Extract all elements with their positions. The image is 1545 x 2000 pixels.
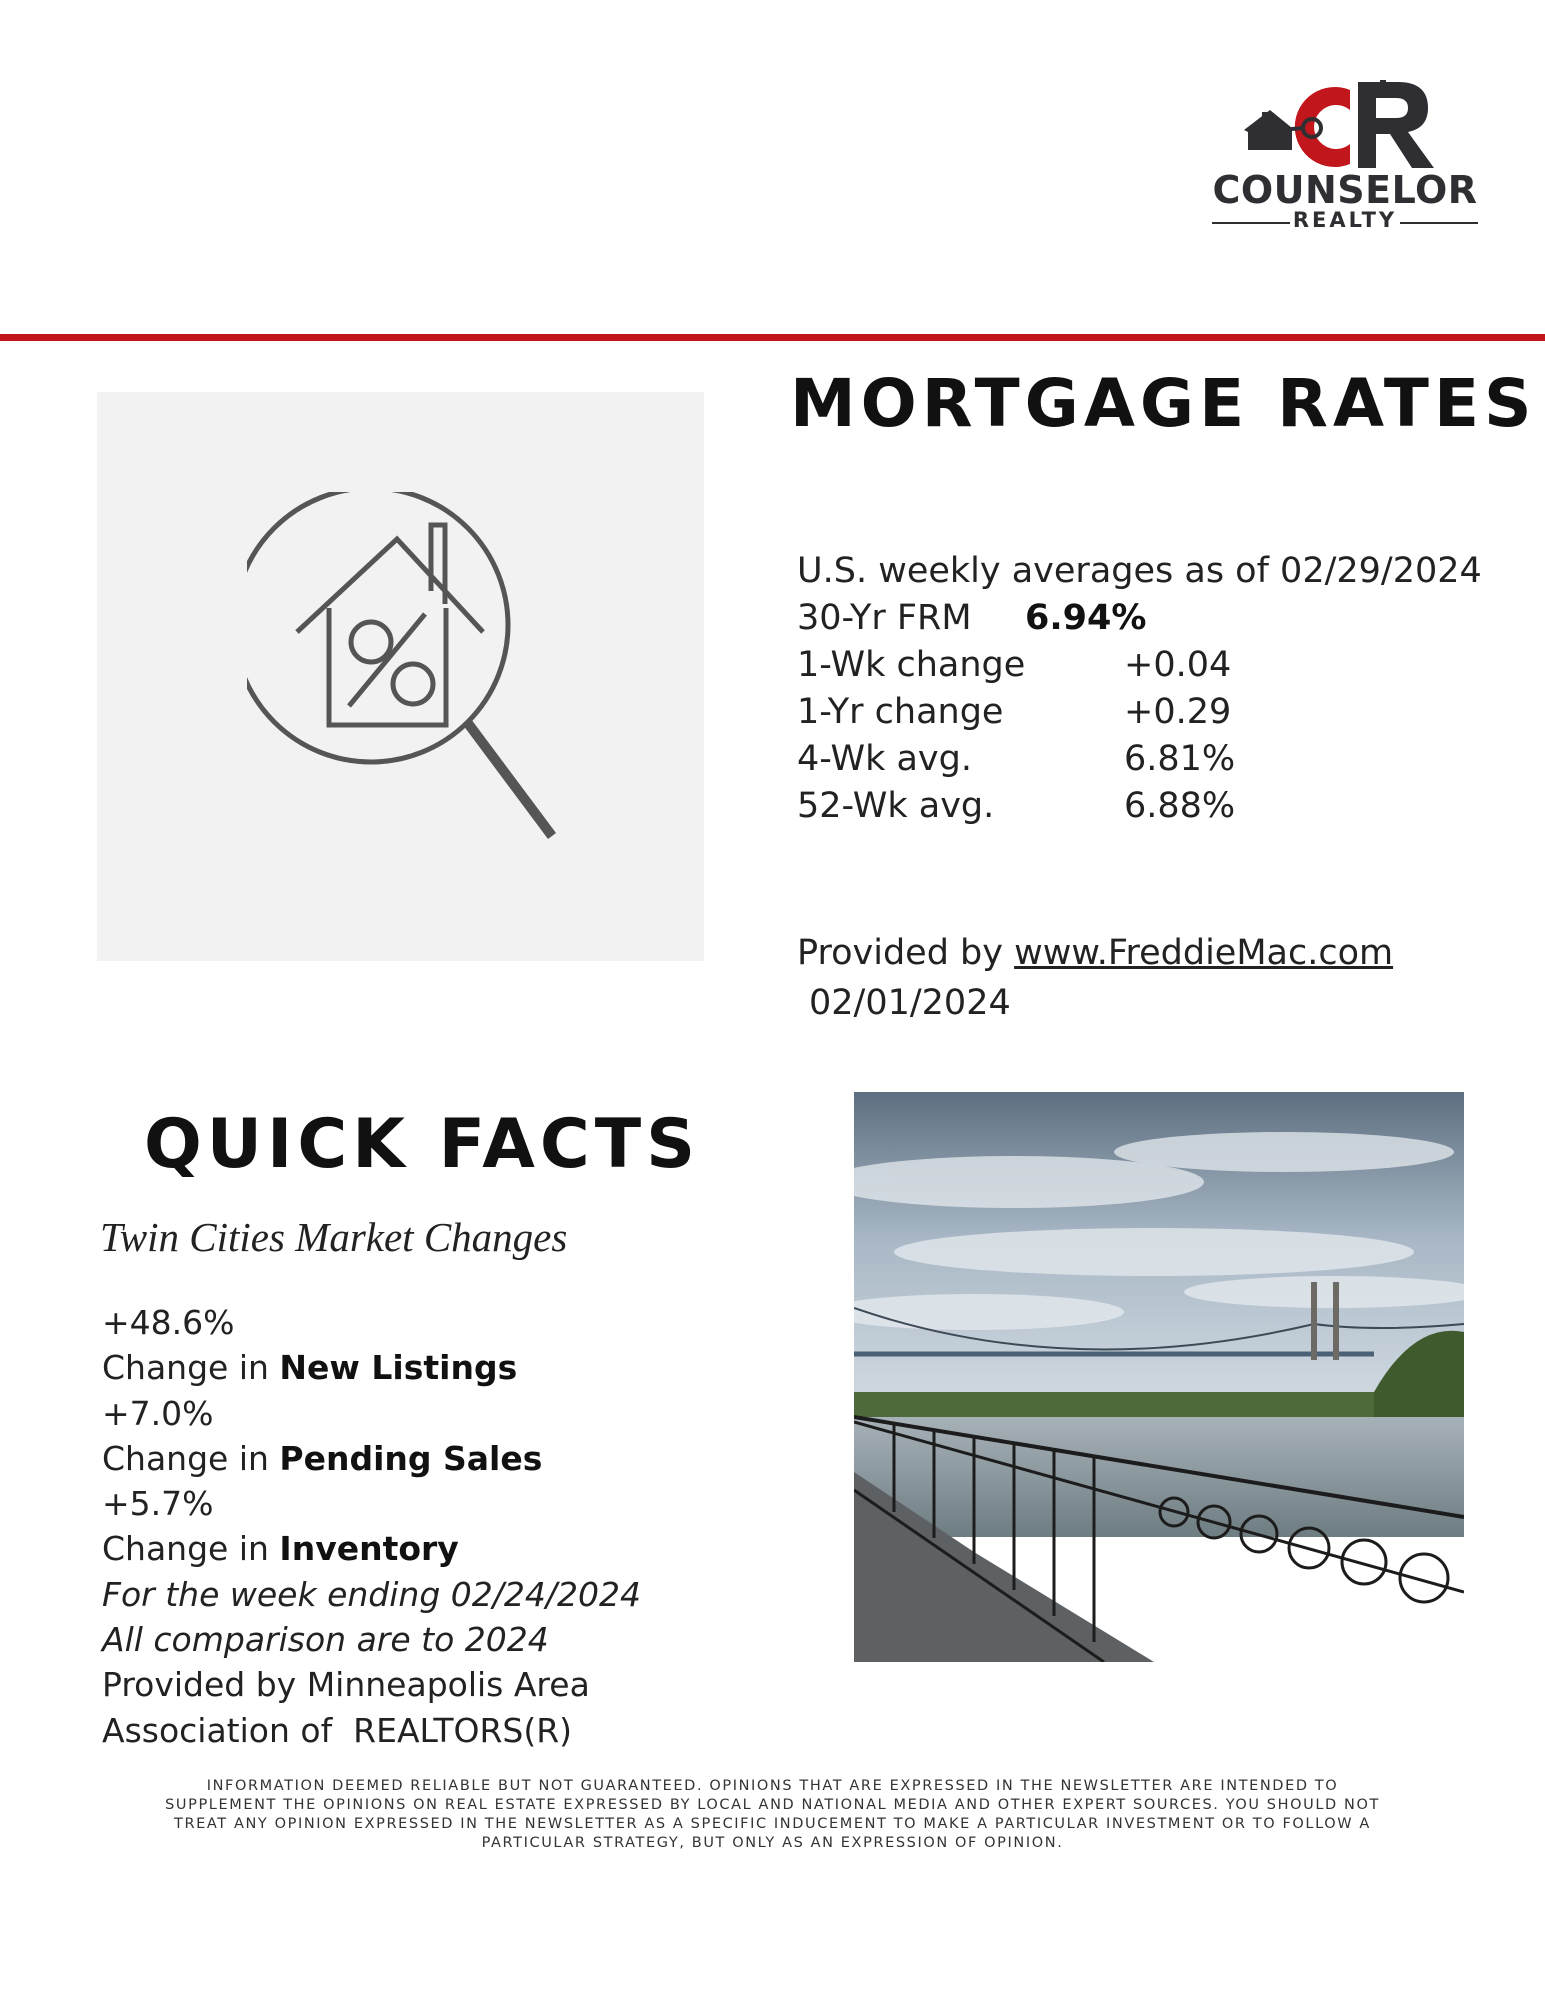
week-note: For the week ending 02/24/2024 (102, 1574, 641, 1614)
quick-facts-subtitle: Twin Cities Market Changes (100, 1214, 568, 1260)
quick-facts-title: QUICK FACTS (144, 1105, 701, 1184)
rate-row-52wk (797, 783, 1517, 830)
cr-key-monogram-icon (1240, 72, 1450, 172)
rate-value: 6.88% (1124, 786, 1236, 826)
rates-asof: U.S. weekly averages as of 02/29/2024 (797, 551, 1482, 591)
fact-metric: New Listings (279, 1348, 518, 1388)
rate-row-1yr (797, 689, 1517, 736)
fact-value: +7.0% (102, 1393, 214, 1433)
fact-value: +48.6% (102, 1303, 235, 1342)
fact-metric: Pending Sales (279, 1438, 543, 1478)
rate-value: 6.81% (1124, 739, 1236, 779)
logo-right-rule (1400, 222, 1478, 224)
counselor-realty-logo (1200, 72, 1490, 242)
rate-row-4wk (797, 736, 1517, 783)
fact-prefix: Change in (102, 1438, 280, 1478)
fact-value: +5.7% (102, 1484, 214, 1524)
comparison-note: All comparison are to 2024 (102, 1620, 549, 1660)
logo-subname: REALTY (1292, 208, 1398, 232)
bridge-photo-illustration (854, 1092, 1464, 1662)
rate-label: 1-Yr change (797, 692, 1004, 732)
fact-prefix: Change in (102, 1348, 280, 1388)
rate-row-30yr (797, 595, 1517, 642)
fact-prefix: Change in (102, 1529, 280, 1569)
provided-date: 02/01/2024 (809, 983, 1011, 1023)
rate-label: 30-Yr FRM (797, 598, 972, 638)
fact-label (102, 1436, 722, 1481)
rate-value: +0.04 (1124, 645, 1232, 685)
rate-value: +0.29 (1124, 692, 1232, 732)
freddiemac-link[interactable]: www.FreddieMac.com (1014, 933, 1394, 973)
icon-panel (97, 392, 704, 961)
facts-block (102, 1300, 722, 1753)
source-line-1: Provided by Minneapolis Area (102, 1665, 590, 1705)
rate-label: 1-Wk change (797, 645, 1026, 685)
source-line-2: Association of REALTORS(R) (102, 1710, 573, 1750)
logo-subname-wrap (1200, 208, 1490, 238)
rates-source (797, 928, 1517, 1028)
header-divider (0, 334, 1545, 341)
rate-label: 52-Wk avg. (797, 786, 995, 826)
rate-row-1wk (797, 642, 1517, 689)
mortgage-rates-title: MORTGAGE RATES (790, 365, 1537, 442)
fact-label (102, 1345, 722, 1390)
magnifier-house-percent-icon (247, 492, 567, 852)
legal-disclaimer: INFORMATION DEEMED RELIABLE BUT NOT GUARANTEED. OPINIONS THAT ARE EXPRESSED IN THE NEWSLETTER ARE INTENDED TO SUPPLEMENT THE OPINIONS ON REAL ESTATE EXPRESSED BY LOCAL AND NATIONAL MEDIA AND OTHER EXPERT SOURCES. YOU SHOULD NOT TREAT ANY OPINION EXPRESSED IN THE NEWSLETTER AS A SPECIFIC INDUCEMENT TO MAKE A PARTICULAR INVESTMENT OR TO FOLLOW A PARTICULAR STRATEGY, BUT ONLY AS AN EXPRESSION OF OPINION. (165, 1778, 1380, 1851)
fact-label (102, 1526, 722, 1571)
rate-label: 4-Wk avg. (797, 739, 972, 779)
bridge-river-photo (854, 1092, 1464, 1662)
rate-value: 6.94% (1025, 598, 1147, 638)
provided-prefix: Provided by (797, 933, 1015, 973)
fact-metric: Inventory (279, 1529, 459, 1569)
rates-block (797, 548, 1517, 830)
logo-name: COUNSELOR (1212, 168, 1478, 212)
